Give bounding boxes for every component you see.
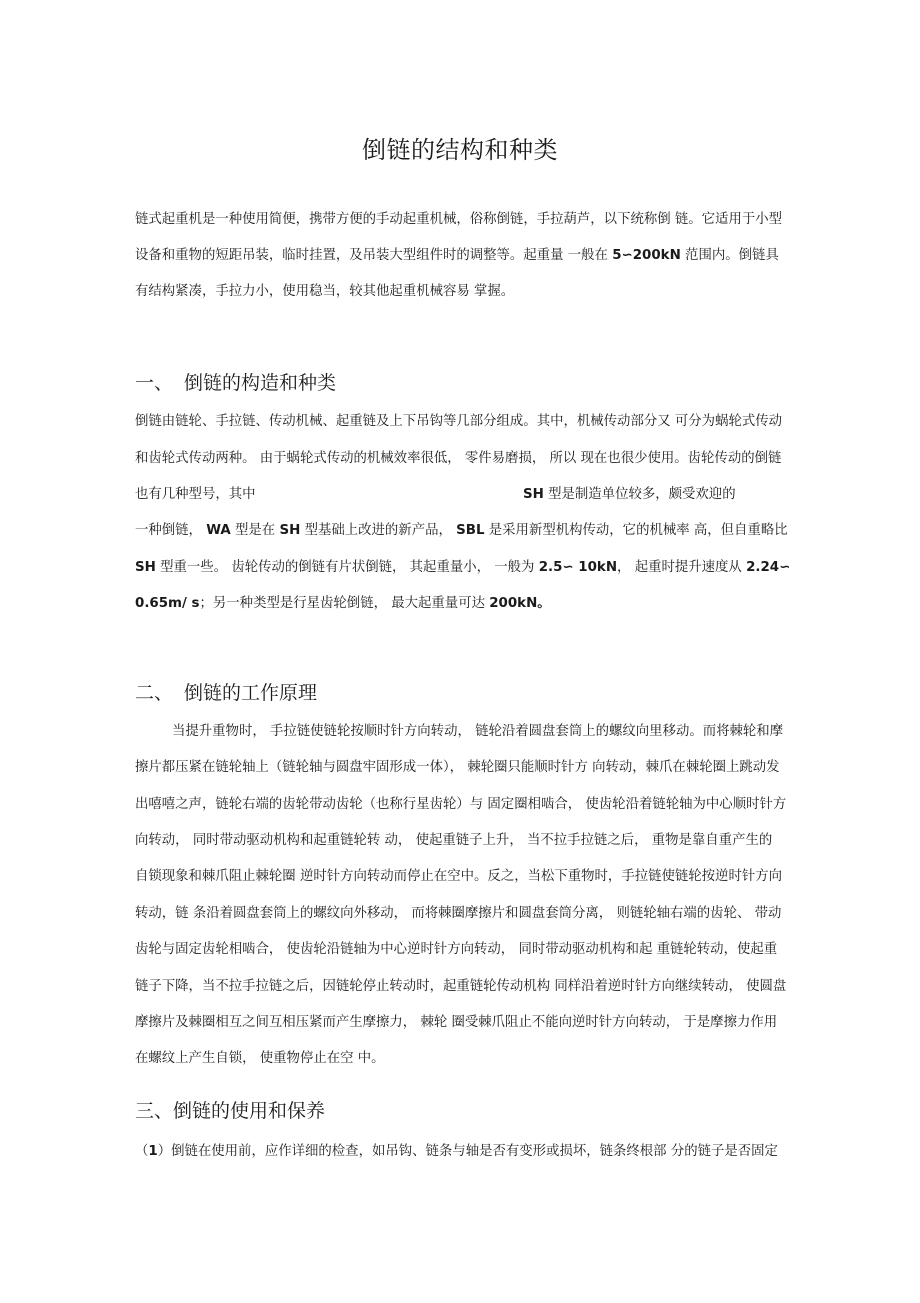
s1-text: ， 起重时提升速度从 <box>617 560 747 575</box>
model-sh: SH <box>523 487 544 502</box>
s2-line-8: 链子下降，当不拉手拉链之后，因链轮停止转动时，起重链轮传动机构 同样沿着逆时针方向继续转动， 使圆盘 <box>135 979 787 994</box>
s2-line-2: 擦片都压紧在链轮轴上（链轮轴与圆盘牢固形成一体）， 棘轮圈只能顺时针方 向转动，棘爪在棘轮圈上跳动发 <box>135 760 780 775</box>
s1-line-3 <box>135 485 256 505</box>
s2-line-6: 转动，链 条沿着圆盘套筒上的螺纹向外移动， 而将棘圈摩擦片和圆盘套筒分离， 则链轮轴右端的齿轮、 带动 <box>135 906 782 921</box>
speed-value: 2.24∽ <box>746 560 791 575</box>
s1-text: 是采用新型机构传动，它的机械率 高，但自重略比 <box>484 523 788 538</box>
s1-text: 型基础上改进的新产品， <box>300 523 457 538</box>
max-capacity: 200kN。 <box>489 596 551 611</box>
s1-line-6 <box>135 594 551 614</box>
model-sh: SH <box>135 560 156 575</box>
s1-text: 型重一些。 齿轮传动的倒链有片状倒链， 其起重量小， 一般为 <box>155 560 539 575</box>
s3-text: ）倒链在使用前，应作详细的检查，如吊钩、链条与轴是否有变形或损坏，链条终根部 分的链子是否固定 <box>157 1144 778 1159</box>
s2-line-5: 自锁现象和棘爪阻止棘轮圈 逆时针方向转动而停止在空中。反之，当松下重物时，手拉链使链轮按逆时针方向 <box>135 869 783 884</box>
s1-text: 一种倒链， <box>135 523 207 538</box>
s1-text: ；另一种类型是行星齿轮倒链， 最大起重量可达 <box>199 596 490 611</box>
s3-text: （ <box>135 1144 149 1159</box>
section-3-heading: 三、倒链的使用和保养 <box>135 1100 326 1122</box>
s2-line-3: 出嘻嘻之声，链轮右端的齿轮带动齿轮（也称行星齿轮）与 固定圈相啮合， 使齿轮沿着链轮轴为中心顺时针方 <box>135 797 787 812</box>
section-1-heading: 倒链的构造和种类 <box>184 372 337 394</box>
s2-line-7: 齿轮与固定齿轮相啮合， 使齿轮沿链轴为中心逆时针方向转动， 同时带动驱动机构和起 重链轮转动，使起重 <box>135 942 778 957</box>
s1-line-1: 倒链由链轮、手拉链、传动机械、起重链及上下吊钩等几部分组成。其中，机械传动部分又 可分为蜗轮式传动 <box>135 414 783 429</box>
intro-line-3: 有结构紧凑，手拉力小，使用稳当，较其他起重机械容易 掌握。 <box>135 284 515 299</box>
s1-line-2: 和齿轮式传动两种。 由于蜗轮式传动的机械效率很低， 零件易磨损， 所以 现在也很少使用。齿轮传动的倒链 <box>135 451 782 466</box>
intro-capacity: 5∽200kN <box>612 248 681 263</box>
intro-line-2 <box>135 246 779 266</box>
model-sh: SH <box>279 523 301 538</box>
model-sbl: SBL <box>456 523 485 538</box>
s2-line-4: 向转动， 同时带动驱动机构和起重链轮转 动， 使起重链子上升， 当不拉手拉链之后， 重物是靠自重产生的 <box>135 833 773 848</box>
model-wa: WA <box>206 523 231 538</box>
s3-line-1 <box>135 1142 778 1162</box>
s1-text: 型是制造单位较多，颇受欢迎的 <box>543 487 736 502</box>
section-2-heading: 倒链的工作原理 <box>184 682 318 704</box>
s1-line-5 <box>135 558 790 578</box>
intro-text: 设备和重物的短距吊装，临时挂置，及吊装大型组件时的调整等。起重量 一般在 <box>135 248 613 263</box>
s1-line-3-right <box>523 485 736 505</box>
s1-line-4 <box>135 521 788 541</box>
s1-text: 也有几种型号，其中 <box>135 487 256 502</box>
intro-line-1: 链式起重机是一种使用简便，携带方便的手动起重机械，俗称倒链，手拉葫芦，以下统称倒 链。它适用于小型 <box>135 212 783 227</box>
s1-text: 型是在 <box>230 523 280 538</box>
section-1-number: 一、 <box>135 372 174 394</box>
speed-value: 0.65m/ s <box>135 596 200 611</box>
s2-line-10: 在螺纹上产生自锁， 使重物停止在空 中。 <box>135 1051 385 1066</box>
capacity-range: 2.5∽ 10kN <box>538 560 618 575</box>
intro-text: 范围内。倒链具 <box>680 248 779 263</box>
s2-line-9: 摩擦片及棘圈相互之间互相压紧而产生摩擦力， 棘轮 圈受棘爪阻止不能向逆时针方向转动， 于是摩擦力作用 <box>135 1015 778 1030</box>
document-title: 倒链的结构和种类 <box>362 136 558 164</box>
s2-line-1: 当提升重物时， 手拉链使链轮按顺时针方向转动， 链轮沿着圆盘套筒上的螺纹向里移动。而将棘轮和摩 <box>172 724 784 739</box>
item-number: 1 <box>148 1144 158 1159</box>
section-2-number: 二、 <box>135 682 174 704</box>
